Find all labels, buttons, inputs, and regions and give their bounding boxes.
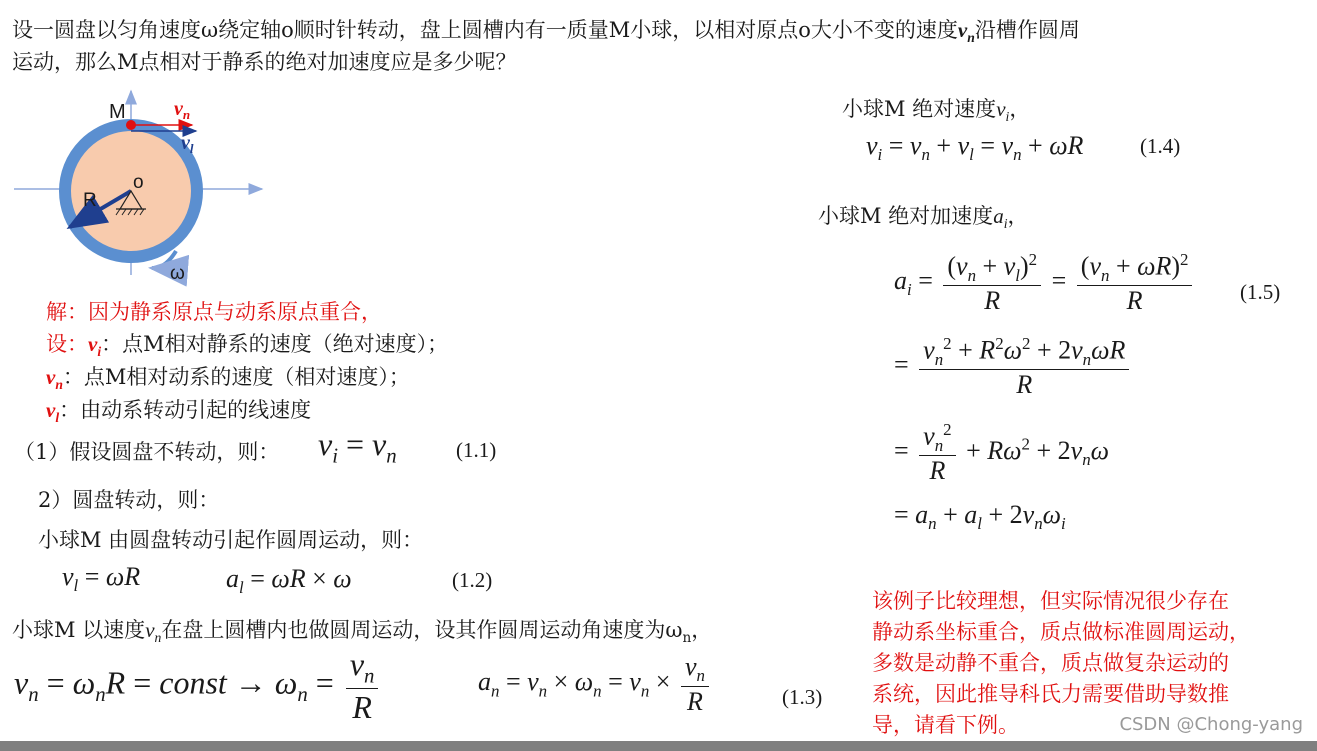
case-1-text: （1）假设圆盘不转动，则： — [14, 440, 280, 464]
note-block: 该例子比较理想，但实际情况很少存在 静动系坐标重合，质点做标准圆周运动， 多数是动静不重合，质点做复杂运动的 系统，因此推导科氏力需要借助导数推 导，请看下例。 — [872, 589, 1250, 737]
equation-ai-line-1: $a_i$ = $\frac{(v_n + v_l)^2}{R}$ = $\frac{(v_n + \omega R)^2}{R}$ — [894, 250, 1196, 316]
equation-number-1-2: (1.2) — [452, 568, 493, 592]
equation-vl: $v_l = \omega R$ — [62, 562, 141, 596]
problem-line-1: 设一圆盘以匀角速度ω绕定轴o顺时针转动，盘上圆槽内有一质量M小球，以相对原点o大小不变的速度$v_n$沿槽作圆周 — [12, 18, 1080, 46]
equation-vi-equals-vn: $v_i = v_n$ — [318, 426, 397, 468]
groove-motion-text: 小球M 以速度$v_n$在盘上圆槽内也做圆周运动，设其作圆周运动角速度为$\omega_n$， — [12, 618, 713, 647]
definition-vl: $v_l$：由动系转动引起的线速度 — [46, 398, 312, 426]
equation-number-1-5: (1.5) — [1240, 280, 1281, 304]
ball-m-point — [126, 120, 136, 130]
label-r: R — [83, 190, 97, 211]
equation-al: $a_l = \omega R \times \omega$ — [226, 564, 352, 598]
absolute-acceleration-heading: 小球M 绝对加速度$a_i$， — [818, 204, 1029, 232]
solution-intro: 解：因为静系原点与动系原点重合， — [46, 300, 382, 324]
equation-ai-line-3: = $\frac{v_n^2}{R}$ + $R\omega^2 + 2v_n\omega$ — [894, 420, 1110, 486]
label-omega: ω — [170, 263, 185, 284]
definition-vn: $v_n$：点M相对动系的速度（相对速度）； — [46, 365, 410, 393]
equation-ai-line-4: = $a_n + a_l + 2v_n\omega_i$ — [894, 500, 1066, 534]
label-vl: $v_l$ — [181, 132, 194, 156]
equation-number-1-3: (1.3) — [782, 685, 823, 709]
equation-vi: $v_i = v_n + v_l = v_n + \omega R$ — [866, 131, 1084, 165]
bottom-bar — [0, 741, 1317, 751]
equation-number-1-1: (1.1) — [456, 438, 497, 462]
label-o: o — [133, 172, 144, 193]
equation-omega-n: $v_n = \omega_nR$ = const → $\omega_n$ = $\frac{v_n}{R}$ — [14, 646, 382, 726]
rotating-disk-diagram — [0, 85, 290, 300]
absolute-velocity-heading: 小球M 绝对速度$v_i$， — [842, 97, 1031, 125]
label-vn: $v_n$ — [174, 98, 191, 122]
rotation-text: 小球M 由圆盘转动引起作圆周运动，则： — [38, 528, 424, 552]
vn-symbol: $v_n$ — [957, 18, 975, 46]
equation-number-1-4: (1.4) — [1140, 134, 1181, 158]
equation-ai-line-2: = $\frac{v_n^2 + R^2\omega^2 + 2v_n\omega R}{R}$ — [894, 334, 1133, 400]
watermark: CSDN @Chong-yang — [1119, 714, 1303, 735]
problem-line-2: 运动，那么M点相对于静系的绝对加速度应是多少呢？ — [12, 50, 517, 74]
definition-vi: 设：$v_i$：点M相对静系的速度（绝对速度）； — [46, 332, 449, 360]
label-m: M — [109, 101, 126, 123]
equation-an: $a_n = v_n \times \omega_n = v_n$ × $\frac{v_n}{R}$ — [478, 652, 713, 717]
case-2-text: 2）圆盘转动，则： — [38, 488, 220, 512]
